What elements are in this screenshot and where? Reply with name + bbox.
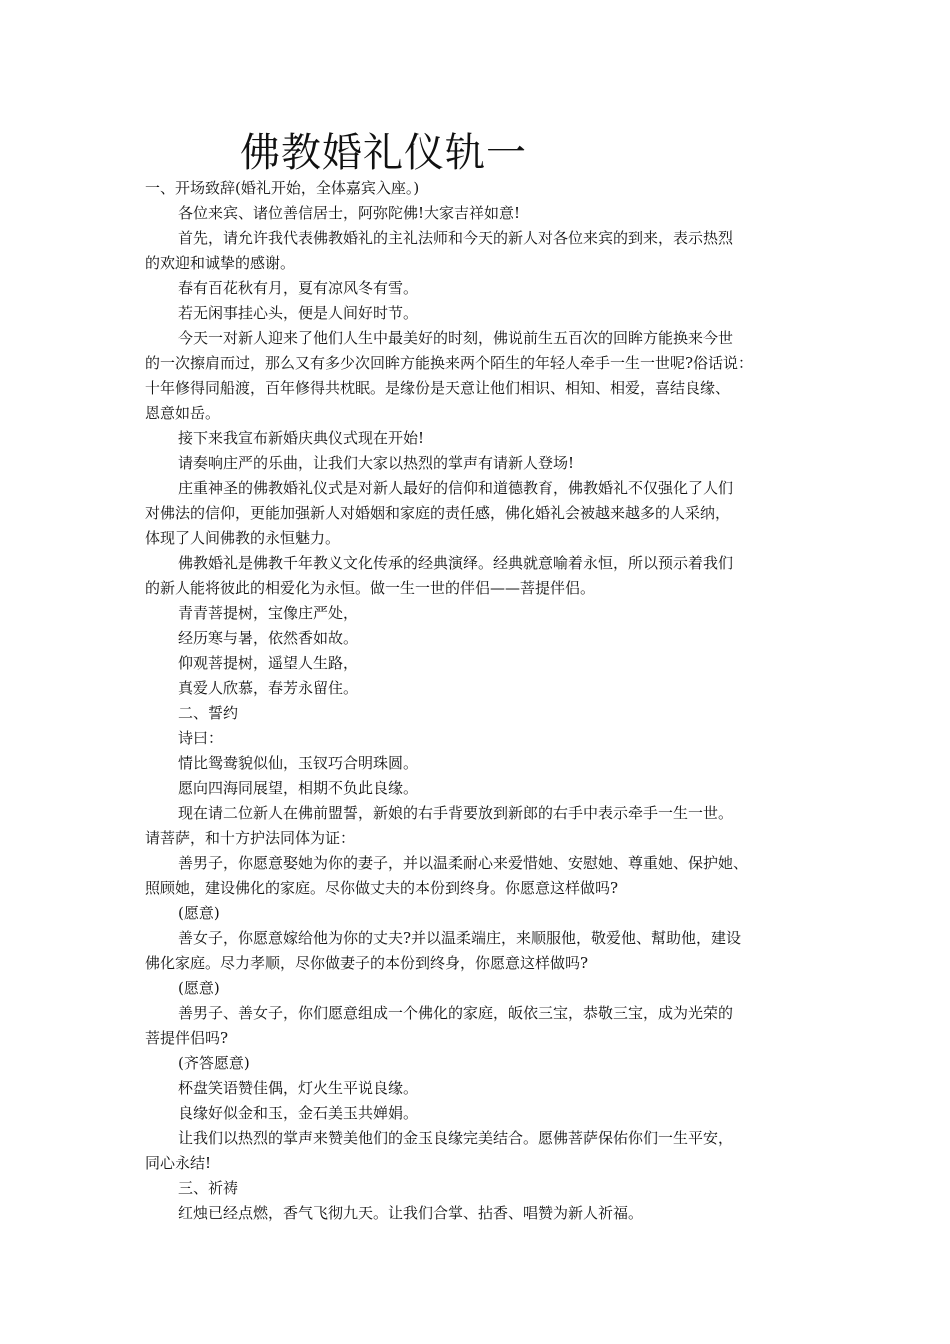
text-line: 佛化家庭。尽力孝顺，尽你做妻子的本份到终身，你愿意这样做吗? [145,954,589,972]
text-line: 的新人能将彼此的相爱化为永恒。做一生一世的伴侣——菩提伴侣。 [145,579,596,597]
text-line: 善男子，你愿意娶她为你的妻子，并以温柔耐心来爱惜她、安慰她、尊重她、保护她、 [178,854,749,872]
text-line: 各位来宾、诸位善信居士，阿弥陀佛!大家吉祥如意! [178,204,521,222]
text-line: 经历寒与暑，依然香如故。 [178,629,359,647]
text-line: 春有百花秋有月，夏有凉风冬有雪。 [178,279,419,297]
text-line: 三、祈祷 [178,1179,239,1197]
text-line: 菩提伴侣吗? [145,1029,229,1047]
text-line: 佛教婚礼是佛教千年教义文化传承的经典演绎。经典就意喻着永恒，所以预示着我们 [178,554,734,572]
text-line: 体现了人间佛教的永恒魅力。 [145,529,341,547]
text-line: (愿意) [178,904,220,922]
text-line: 首先，请允许我代表佛教婚礼的主礼法师和今天的新人对各位来宾的到来，表示热烈 [178,229,734,247]
text-line: 善男子、善女子，你们愿意组成一个佛化的家庭，皈依三宝，恭敬三宝，成为光荣的 [178,1004,734,1022]
text-line: 恩意如岳。 [145,404,221,422]
text-line: 照顾她，建设佛化的家庭。尽你做丈夫的本份到终身。你愿意这样做吗? [145,879,619,897]
text-line: 仰观菩提树，遥望人生路， [178,654,359,672]
text-line: 善女子，你愿意嫁给他为你的丈夫?并以温柔端庄，来顺服他，敬爱他、幫助他，建设 [178,929,742,947]
text-line: (愿意) [178,979,220,997]
text-line: 现在请二位新人在佛前盟誓，新娘的右手背要放到新郎的右手中表示牵手一生一世。 [178,804,734,822]
document-body [145,176,817,1226]
text-line: 红烛已经点燃，香气飞彻九天。让我们合掌、拈香、唱赞为新人祈福。 [178,1204,644,1222]
text-line: 情比鸳鸯貌似仙，玉钗巧合明珠圆。 [178,754,419,772]
text-line: 同心永结! [145,1154,212,1172]
text-line: 今天一对新人迎来了他们人生中最美好的时刻，佛说前生五百次的回眸方能换来今世 [178,329,734,347]
text-line: 愿向四海同展望，相期不负此良缘。 [178,779,419,797]
text-line: 青青菩提树，宝像庄严处， [178,604,359,622]
text-line: 一、开场致辞(婚礼开始，全体嘉宾入座。) [145,179,420,197]
text-line: 良缘好似金和玉，金石美玉共婵娟。 [178,1104,419,1122]
text-line: 若无闲事挂心头，便是人间好时节。 [178,304,419,322]
text-line: 真爱人欣慕，春芳永留住。 [178,679,359,697]
text-line: 的一次擦肩而过，那么又有多少次回眸方能换来两个陌生的年轻人牵手一生一世呢?俗话说： [145,354,754,372]
text-line: 请菩萨，和十方护法同体为证： [145,829,356,847]
text-line: 让我们以热烈的掌声来赞美他们的金玉良缘完美结合。愿佛菩萨保佑你们一生平安， [178,1129,734,1147]
text-line: 二、誓约 [178,704,239,722]
text-line: 的欢迎和诚挚的感谢。 [145,254,296,272]
text-line: (齐答愿意) [178,1054,250,1072]
text-line: 接下来我宣布新婚庆典仪式现在开始! [178,429,425,447]
text-line: 杯盘笑语赞佳偶，灯火生平说良缘。 [178,1079,419,1097]
document-title: 佛教婚礼仪轨一 [240,130,527,176]
text-line: 庄重神圣的佛教婚礼仪式是对新人最好的信仰和道德教育，佛教婚礼不仅强化了人们 [178,479,734,497]
text-line: 诗曰： [178,729,224,747]
text-line: 对佛法的信仰，更能加强新人对婚姻和家庭的责任感，佛化婚礼会被越来越多的人采纳， [145,504,731,522]
text-line: 请奏响庄严的乐曲，让我们大家以热烈的掌声有请新人登场! [178,454,575,472]
text-line: 十年修得同船渡，百年修得共枕眠。是缘份是天意让他们相识、相知、相爱，喜结良缘、 [145,379,731,397]
